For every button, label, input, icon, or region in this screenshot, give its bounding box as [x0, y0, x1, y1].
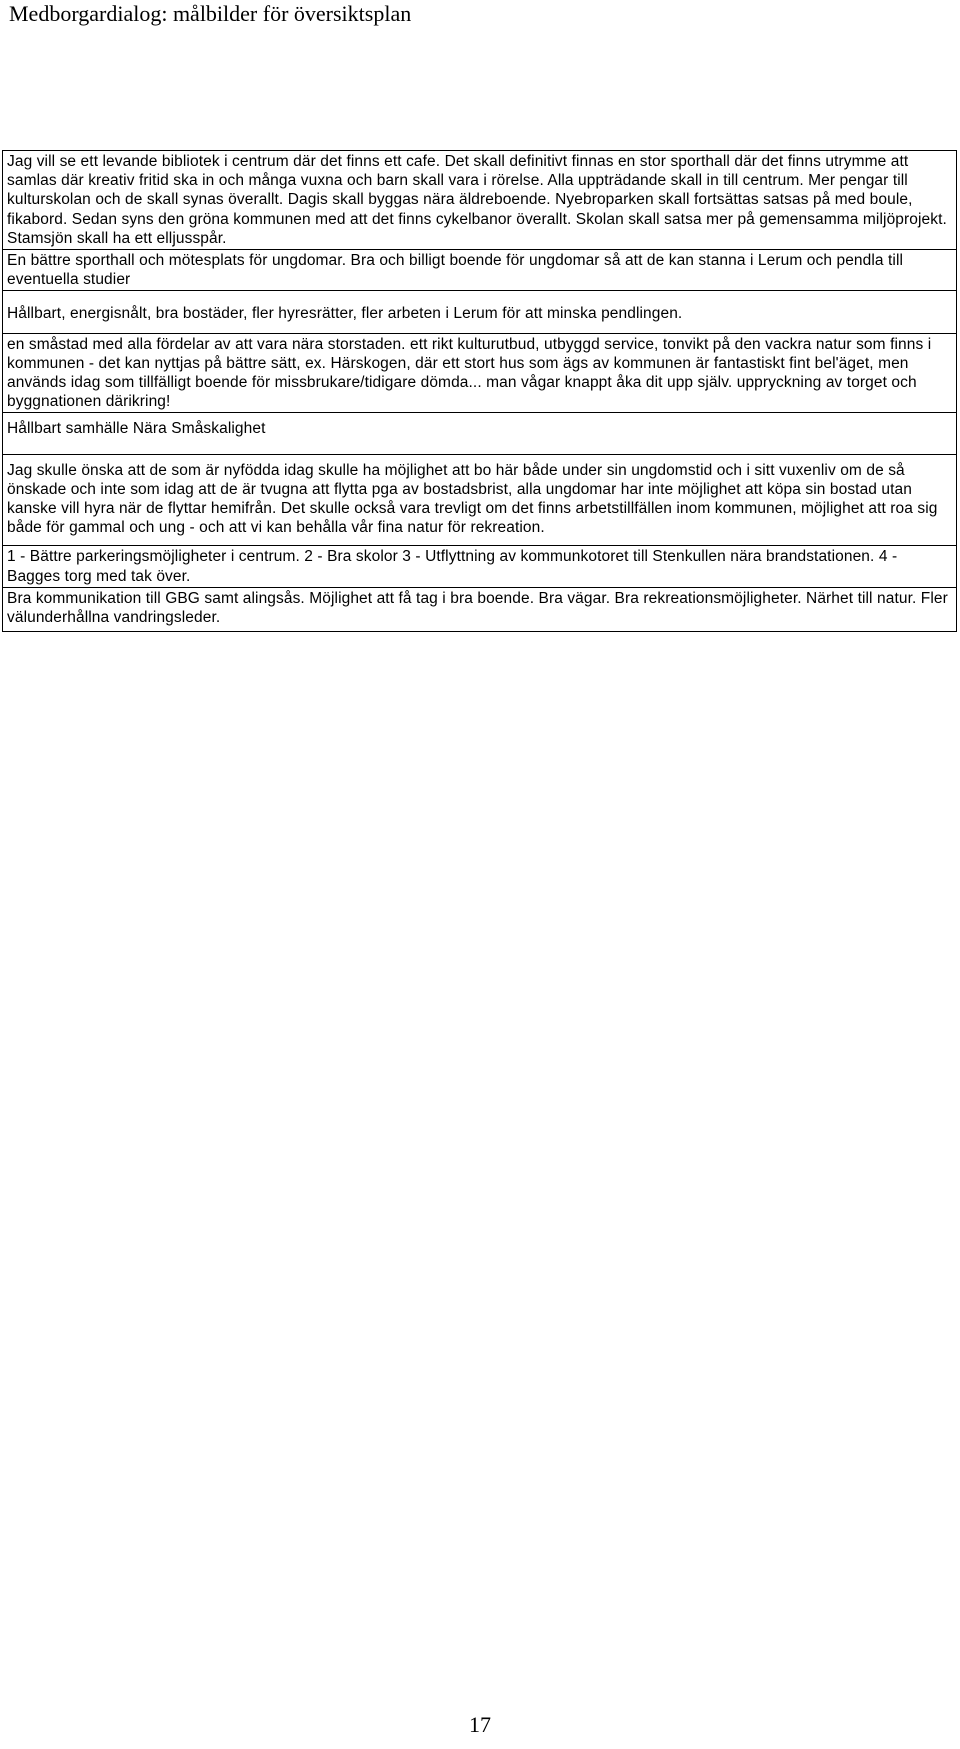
page-title: Medborgardialog: målbilder för översiktsplan	[9, 1, 412, 26]
response-cell: Bra kommunikation till GBG samt alingsås. Möjlighet att få tag i bra boende. Bra vägar. Bra rekreationsmöjligheter. Närhet till natur. Fler välunderhållna vandringsleder.	[3, 587, 957, 631]
table-row	[3, 546, 957, 587]
response-cell: Hållbart, energisnålt, bra bostäder, fler hyresrätter, fler arbeten i Lerum för att minska pendlingen.	[3, 291, 957, 333]
response-cell: 1 - Bättre parkeringsmöjligheter i centrum. 2 - Bra skolor 3 - Utflyttning av kommunkotoret till Stenkullen nära brandstationen. 4 - Bagges torg med tak över.	[3, 546, 957, 587]
table-row	[3, 454, 957, 546]
response-cell: Jag skulle önska att de som är nyfödda idag skulle ha möjlighet att bo här både under sin ungdomstid och i sitt vuxenliv om de så önskade och inte som idag att de är tvugna att flytta pga av bostadsbrist, alla ungdomar har inte möjlighet att köpa sin bostad utan kanske vill hyra när de flyttar hemifrån. Det skulle också vara trevligt om det finns arbetstillfällen inom kommunen, möjlighet att roa sig både för gammal och ung - och att vi kan behålla vår fina natur för rekreation.	[3, 454, 957, 546]
table-row	[3, 587, 957, 631]
response-cell: Jag vill se ett levande bibliotek i centrum där det finns ett cafe. Det skall definitivt finnas en stor sporthall där det finns utrymme att samlas där kreativ fritid ska in och många vuxna och barn skall vara i rörelse. Alla uppträdande skall in till centrum. Mer pengar till kulturskolan och de skall synas överallt. Dagis skall byggas nära äldreboende. Nyebroparken skall fortsättas satsas på med boule, fikabord. Sedan syns den gröna kommunen med att det finns cykelbanor överallt. Skolan skall satsa mer på gemensamma miljöprojekt. Stamsjön skall ha ett elljusspår.	[3, 151, 957, 250]
table-row	[3, 291, 957, 333]
response-cell: En bättre sporthall och mötesplats för ungdomar. Bra och billigt boende för ungdomar så att de kan stanna i Lerum och pendla till eventuella studier	[3, 250, 957, 291]
table-row	[3, 333, 957, 413]
table-row	[3, 413, 957, 454]
responses-table	[2, 150, 957, 632]
table-row	[3, 151, 957, 250]
response-cell: en småstad med alla fördelar av att vara nära storstaden. ett rikt kulturutbud, utbyggd service, tonvikt på den vackra natur som finns i kommunen - det kan nyttjas på bättre sätt, ex. Härskogen, där ett stort hus som ägs av kommunen är fantastiskt fint bel'äget, men används idag som tillfälligt boende för missbrukare/tidigare dömda... man vågar knappt åka dit upp själv. uppryckning av torget och byggnationen därikring!	[3, 333, 957, 413]
table-row	[3, 250, 957, 291]
response-cell: Hållbart samhälle Nära Småskalighet	[3, 413, 957, 454]
page-number: 17	[469, 1712, 491, 1737]
